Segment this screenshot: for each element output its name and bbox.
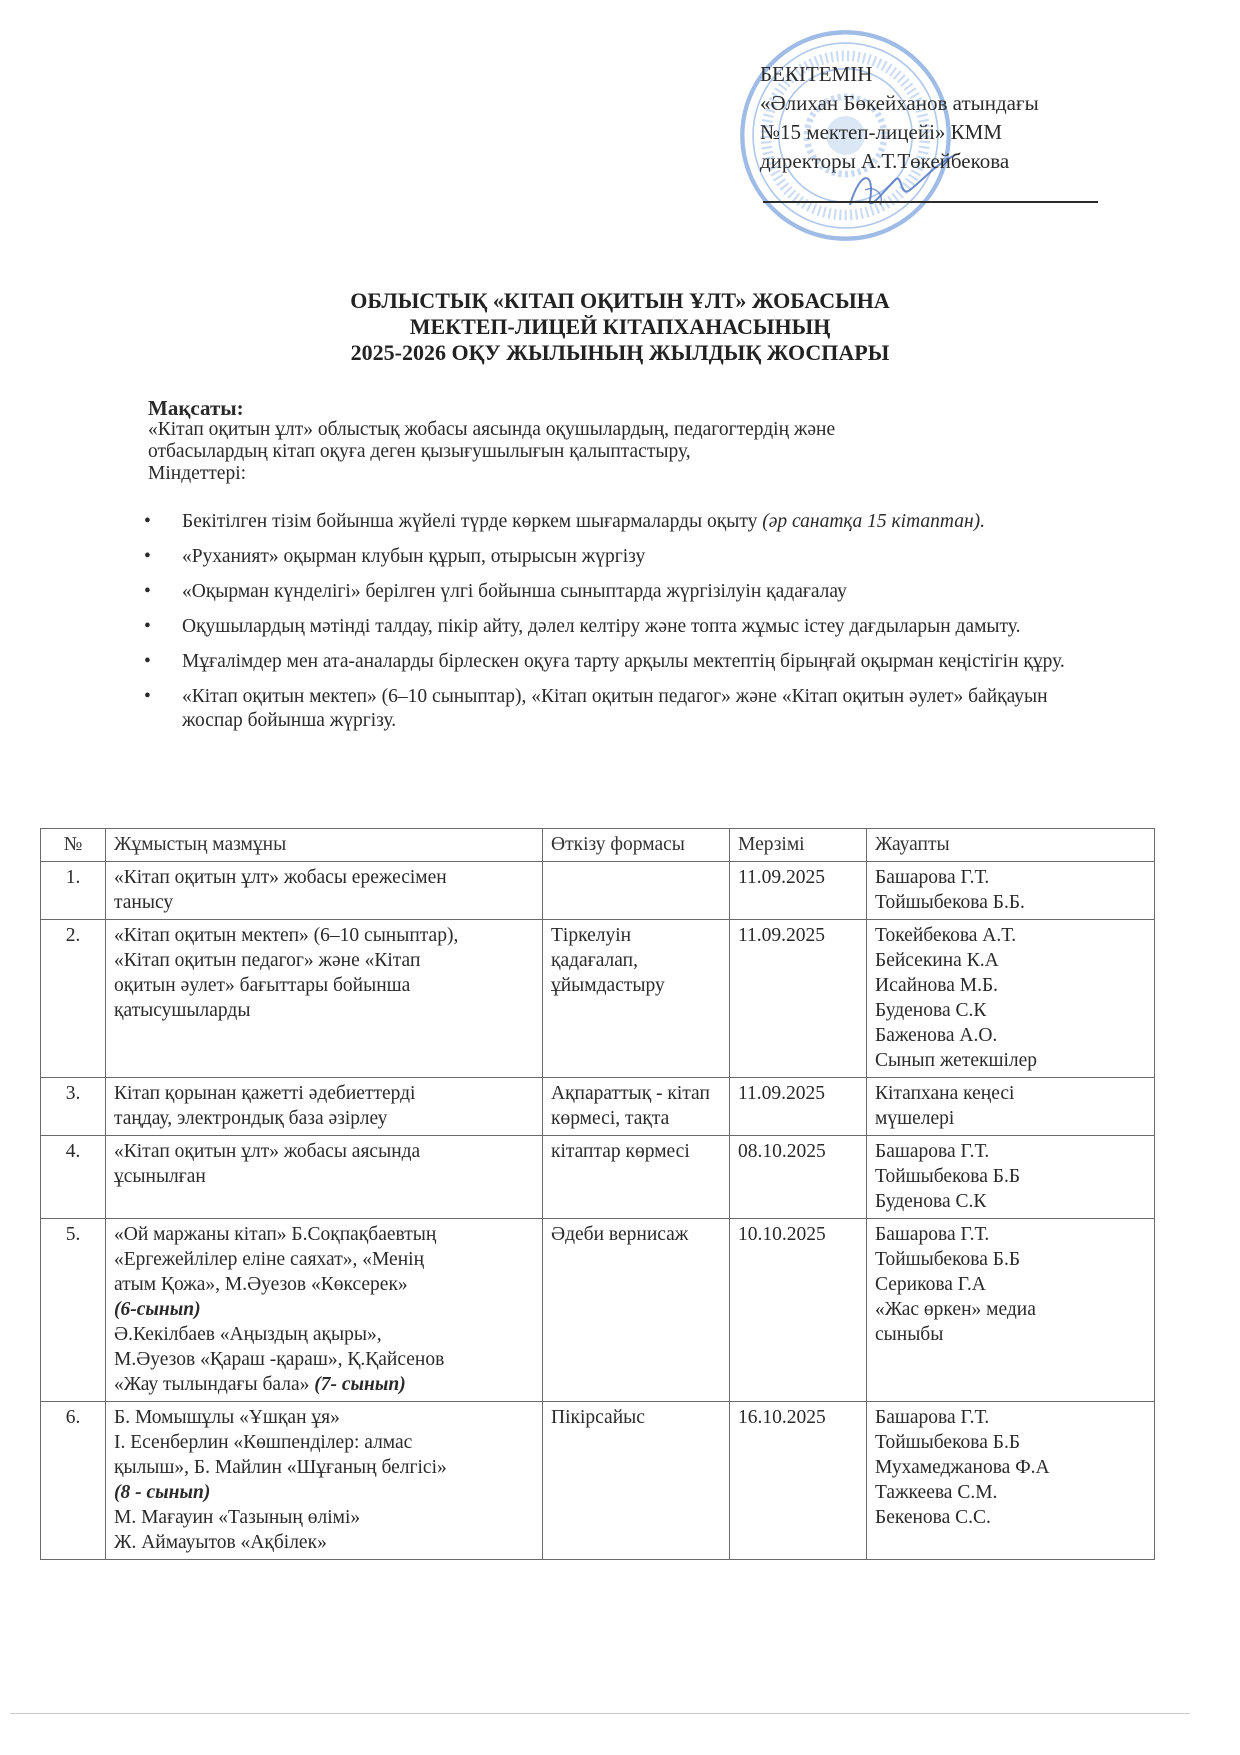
content-line: М. Мағауин «Тазының өлімі»: [114, 1507, 361, 1528]
content-line: ұсынылған: [114, 1166, 206, 1187]
content-line: қатысушыларды: [114, 1000, 251, 1021]
content-line: «Кітап оқитын мектеп» (6–10 сыныптар),: [114, 925, 459, 946]
cell-responsible: [867, 920, 1155, 1078]
cell-content: [106, 862, 543, 920]
col-header-num: №: [41, 829, 106, 862]
document-title: [0, 288, 1240, 366]
task-item: [140, 580, 1090, 604]
table-row: [41, 920, 1155, 1078]
cell-num: 3.: [41, 1078, 106, 1136]
col-header-date: Мерзімі: [730, 829, 867, 862]
responsible-person: Сынып жетекшілер: [875, 1050, 1038, 1071]
bullet-icon: •: [144, 686, 151, 707]
responsible-person: «Жас өркен» медиа: [875, 1299, 1036, 1320]
cell-form: Ақпараттық - кітап көрмесі, тақта: [543, 1078, 730, 1136]
cell-content: [106, 920, 543, 1078]
responsible-person: Башарова Г.Т.: [875, 1224, 990, 1245]
responsible-person: Тойшыбекова Б.Б: [875, 1432, 1021, 1453]
approval-line-1: «Әлихан Бөкейханов атындағы: [760, 91, 1039, 115]
content-line: «Кітап оқитын ұлт» жобасы ережесімен: [114, 867, 447, 888]
content-line: «Кітап оқитын ұлт» жобасы аясында: [114, 1141, 421, 1162]
responsible-person: Баженова А.О.: [875, 1025, 998, 1046]
approval-line-2: №15 мектеп-лицейі» КММ: [760, 120, 1003, 144]
tasks-heading: Міндеттері:: [148, 463, 247, 484]
title-line-3: 2025-2026 ОҚУ ЖЫЛЫНЫҢ ЖЫЛДЫҚ ЖОСПАРЫ: [350, 340, 890, 365]
cell-form: Тіркелуін қадағалап, ұйымдастыру: [543, 920, 730, 1078]
content-line: М.Әуезов «Қараш -қараш», Қ.Қайсенов: [114, 1349, 445, 1370]
responsible-person: Тажкеева С.М.: [875, 1482, 998, 1503]
responsible-person: Буденова С.К: [875, 1000, 987, 1021]
cell-date: 08.10.2025: [730, 1136, 867, 1219]
table-header-row: [41, 829, 1155, 862]
cell-content: [106, 1219, 543, 1402]
table-row: [41, 862, 1155, 920]
annual-plan-table: [40, 828, 1155, 1560]
content-line: І. Есенберлин «Көшпенділер: алмас: [114, 1432, 413, 1453]
table-row: [41, 1402, 1155, 1560]
task-text: «Руханият» оқырман клубын құрып, отырысын жүргізу: [182, 546, 646, 567]
task-note: (әр санатқа 15 кітаптан).: [762, 511, 986, 532]
content-line: қылыш», Б. Майлин «Шұғаның белгісі»: [114, 1457, 447, 1478]
content-line: «Кітап оқитын педагог» және «Кітап: [114, 950, 421, 971]
grade-label: (8 - сынып): [114, 1482, 211, 1503]
table-row: [41, 1219, 1155, 1402]
task-item: [140, 510, 1090, 534]
table-row: [41, 1136, 1155, 1219]
task-text: «Кітап оқитын мектеп» (6–10 сыныптар), «Кітап оқитын педагог» және «Кітап оқитын әулет» байқауын жоспар бойынша жүргізу.: [182, 686, 1048, 731]
cell-content: [106, 1402, 543, 1560]
responsible-person: Тойшыбекова Б.Б.: [875, 892, 1025, 913]
bullet-icon: •: [144, 511, 151, 532]
task-text: Оқушылардың мәтінді талдау, пікір айту, дәлел келтіру және топта жұмыс істеу дағдыларын дамыту.: [182, 616, 1021, 637]
col-header-content: Жұмыстың мазмұны: [106, 829, 543, 862]
cell-date: 11.09.2025: [730, 1078, 867, 1136]
cell-date: 10.10.2025: [730, 1219, 867, 1402]
responsible-person: мүшелері: [875, 1108, 955, 1129]
approval-block: [760, 60, 1039, 176]
cell-form: Әдеби вернисаж: [543, 1219, 730, 1402]
grade-label: (6-сынып): [114, 1299, 201, 1320]
cell-form: Пікірсайыс: [543, 1402, 730, 1560]
cell-responsible: [867, 1402, 1155, 1560]
cell-responsible: [867, 1136, 1155, 1219]
page-bottom-rule: [10, 1713, 1190, 1714]
content-line: танысу: [114, 892, 174, 913]
responsible-person: Серикова Г.А: [875, 1274, 986, 1295]
cell-date: 11.09.2025: [730, 920, 867, 1078]
cell-content: [106, 1078, 543, 1136]
responsible-person: Башарова Г.Т.: [875, 1141, 990, 1162]
cell-responsible: [867, 1078, 1155, 1136]
cell-responsible: [867, 862, 1155, 920]
title-line-1: ОБЛЫСТЫҚ «КІТАП ОҚИТЫН ҰЛТ» ЖОБАСЫНА: [350, 288, 890, 313]
responsible-person: Башарова Г.Т.: [875, 867, 990, 888]
table-row: [41, 1078, 1155, 1136]
task-item: [140, 545, 1090, 569]
content-line: атым Қожа», М.Әуезов «Көксерек»: [114, 1274, 408, 1295]
responsible-person: Кітапхана кеңесі: [875, 1083, 1015, 1104]
content-line: [114, 1372, 534, 1397]
grade-label: (7- сынып): [314, 1374, 406, 1395]
content-line: оқитын әулет» бағыттары бойынша: [114, 975, 411, 996]
task-item: [140, 685, 1090, 733]
bullet-icon: •: [144, 651, 151, 672]
task-text: Мұғалімдер мен ата-аналарды бірлескен оқуға тарту арқылы мектептің бірыңғай оқырман кеңістігін құру.: [182, 651, 1065, 672]
content-line: «Ергежейлілер еліне саяхат», «Менің: [114, 1249, 425, 1270]
approval-line-3: директоры А.Т.Төкейбекова: [760, 149, 1010, 173]
cell-date: 11.09.2025: [730, 862, 867, 920]
cell-form: кітаптар көрмесі: [543, 1136, 730, 1219]
responsible-person: Буденова С.К: [875, 1191, 987, 1212]
cell-num: 1.: [41, 862, 106, 920]
content-line: таңдау, электрондық база әзірлеу: [114, 1108, 388, 1129]
col-header-responsible: Жауапты: [867, 829, 1155, 862]
responsible-person: Мухамеджанова Ф.А: [875, 1457, 1050, 1478]
goals-text-line-2: отбасылардың кітап оқуға деген қызығушылығын қалыптастыру,: [148, 441, 691, 462]
cell-num: 2.: [41, 920, 106, 1078]
signature-underline: [763, 201, 1098, 203]
responsible-person: Башарова Г.Т.: [875, 1407, 990, 1428]
content-text: «Жау тылындағы бала»: [114, 1374, 315, 1395]
bullet-icon: •: [144, 581, 151, 602]
cell-content: [106, 1136, 543, 1219]
responsible-person: Тойшыбекова Б.Б: [875, 1249, 1021, 1270]
responsible-person: Бекенова С.С.: [875, 1507, 991, 1528]
col-header-form: Өткізу формасы: [543, 829, 730, 862]
goals-text-line-1: «Кітап оқитын ұлт» облыстық жобасы аясында оқушылардың, педагогтердің және: [148, 419, 836, 440]
responsible-person: Исайнова М.Б.: [875, 975, 999, 996]
task-text: Бекітілген тізім бойынша жүйелі түрде көркем шығармаларды оқыту: [182, 511, 763, 532]
goals-section: [148, 397, 1108, 485]
content-line: Ж. Аймауытов «Ақбілек»: [114, 1532, 327, 1553]
cell-date: 16.10.2025: [730, 1402, 867, 1560]
bullet-icon: •: [144, 546, 151, 567]
title-line-2: МЕКТЕП-ЛИЦЕЙ КІТАПХАНАСЫНЫҢ: [409, 314, 831, 339]
content-line: «Ой маржаны кітап» Б.Соқпақбаевтың: [114, 1224, 437, 1245]
cell-num: 5.: [41, 1219, 106, 1402]
cell-num: 4.: [41, 1136, 106, 1219]
cell-num: 6.: [41, 1402, 106, 1560]
responsible-person: Тойшыбекова Б.Б: [875, 1166, 1021, 1187]
content-line: Ә.Кекілбаев «Аңыздың ақыры»,: [114, 1324, 382, 1345]
content-line: Кітап қорынан қажетті әдебиеттерді: [114, 1083, 416, 1104]
content-line: Б. Момышұлы «Ұшқан ұя»: [114, 1407, 340, 1428]
tasks-list: [140, 510, 1090, 744]
goals-heading: Мақсаты:: [148, 396, 244, 420]
responsible-person: сыныбы: [875, 1324, 944, 1345]
task-text: «Оқырман күнделігі» берілген үлгі бойынша сыныптарда жүргізілуін қадағалау: [182, 581, 847, 602]
responsible-person: Токейбекова А.Т.: [875, 925, 1017, 946]
task-item: [140, 650, 1090, 674]
cell-form: [543, 862, 730, 920]
task-item: [140, 615, 1090, 639]
responsible-person: Бейсекина К.А: [875, 950, 999, 971]
cell-responsible: [867, 1219, 1155, 1402]
approval-heading: БЕКІТЕМІН: [760, 62, 873, 86]
bullet-icon: •: [144, 616, 151, 637]
